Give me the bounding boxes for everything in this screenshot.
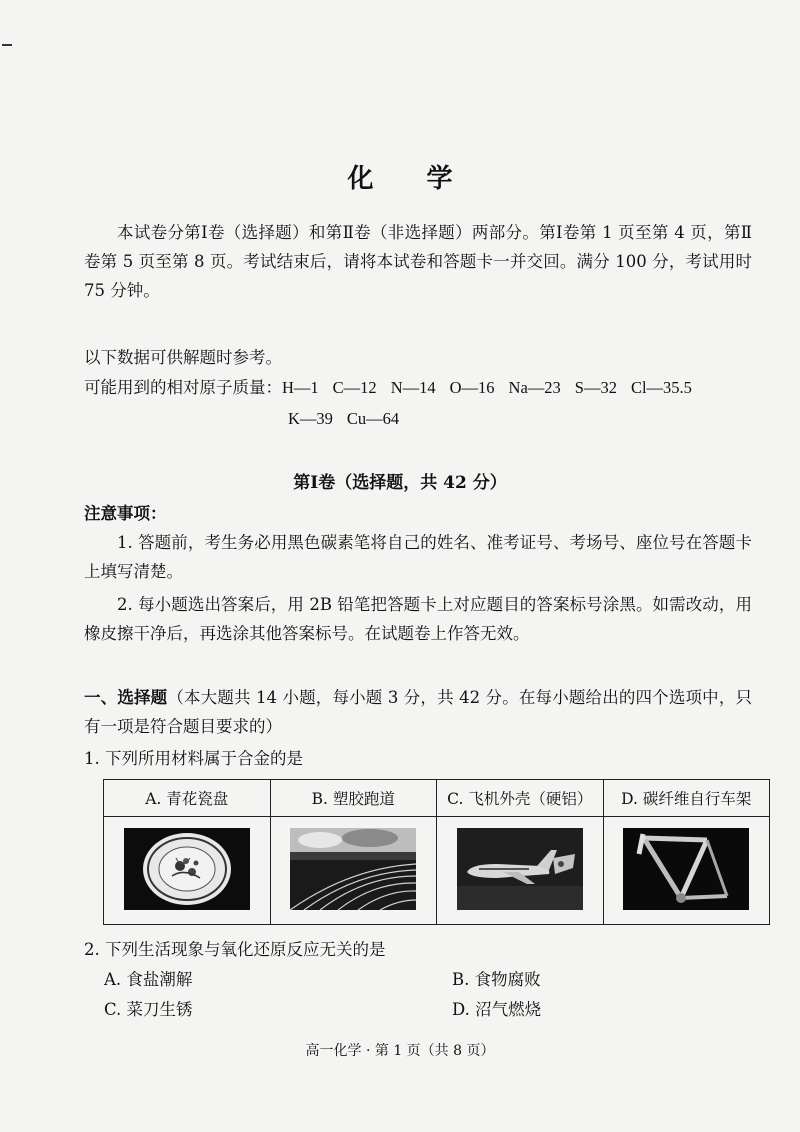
q1-option-a: A. 青花瓷盘 — [104, 780, 271, 817]
notice-item-2: 2. 每小题选出答案后，用 2B 铅笔把答题卡上对应题目的答案标号涂黑。如需改动，用橡皮擦干净后，再选涂其他答案标号。在试题卷上作答无效。 — [84, 595, 752, 643]
section1-heading — [84, 683, 752, 741]
atomic-mass-label: 可能用到的相对原子质量： — [84, 378, 282, 397]
mass-c: C—12 — [332, 378, 377, 397]
intro-paragraph: 本试卷分第Ⅰ卷（选择题）和第Ⅱ卷（非选择题）两部分。第Ⅰ卷第 1 页至第 4 页，第Ⅱ卷第 5 页至第 8 页。考试结束后，请将本试卷和答题卡一并交回。满分 100 分，考试用时 75 分钟。 — [84, 223, 752, 300]
scan-corner-mark — [2, 44, 12, 50]
mass-o: O—16 — [449, 378, 495, 397]
mass-h: H—1 — [282, 378, 319, 397]
q2-option-b: B. 食物腐败 — [452, 970, 541, 989]
mass-na: Na—23 — [508, 378, 561, 397]
question-2-stem: 2. 下列生活现象与氧化还原反应无关的是 — [84, 940, 386, 959]
section1-desc: （本大题共 14 小题，每小题 3 分，共 42 分。在每小题给出的四个选项中，只有一项是符合题目要求的） — [84, 688, 753, 736]
reference-note: 以下数据可供解题时参考。 — [84, 348, 282, 367]
atomic-mass-line — [84, 373, 706, 402]
q1-option-b: B. 塑胶跑道 — [270, 780, 437, 817]
page-footer: 高一化学 · 第 1 页（共 8 页） — [305, 1043, 495, 1059]
atomic-mass-line-2 — [288, 404, 413, 433]
mass-s: S—32 — [574, 378, 617, 397]
bicycle-frame-image — [623, 828, 749, 910]
q1-option-c: C. 飞机外壳（硬铝） — [437, 780, 604, 817]
q2-option-a: A. 食盐潮解 — [104, 970, 193, 989]
mass-k: K—39 — [288, 409, 333, 428]
q2-option-c: C. 菜刀生锈 — [104, 1000, 193, 1019]
part1-title: 第Ⅰ卷（选择题，共 42 分） — [293, 473, 507, 493]
mass-cl: Cl—35.5 — [630, 378, 692, 397]
q2-option-d: D. 沼气燃烧 — [452, 1000, 542, 1019]
notice-heading: 注意事项： — [84, 504, 167, 523]
question-1-stem: 1. 下列所用材料属于合金的是 — [84, 749, 303, 768]
mass-cu: Cu—64 — [346, 409, 400, 428]
q1-option-d: D. 碳纤维自行车架 — [603, 780, 770, 817]
section1-label: 一、选择题 — [84, 688, 168, 707]
question-1-options-table — [103, 779, 770, 925]
porcelain-plate-image — [124, 828, 250, 910]
running-track-image — [290, 828, 416, 910]
mass-n: N—14 — [390, 378, 436, 397]
airplane-image — [457, 828, 583, 910]
exam-title: 化 学 — [347, 164, 475, 194]
notice-item-1: 1. 答题前，考生务必用黑色碳素笔将自己的姓名、准考证号、考场号、座位号在答题卡上填写清楚。 — [84, 533, 752, 581]
